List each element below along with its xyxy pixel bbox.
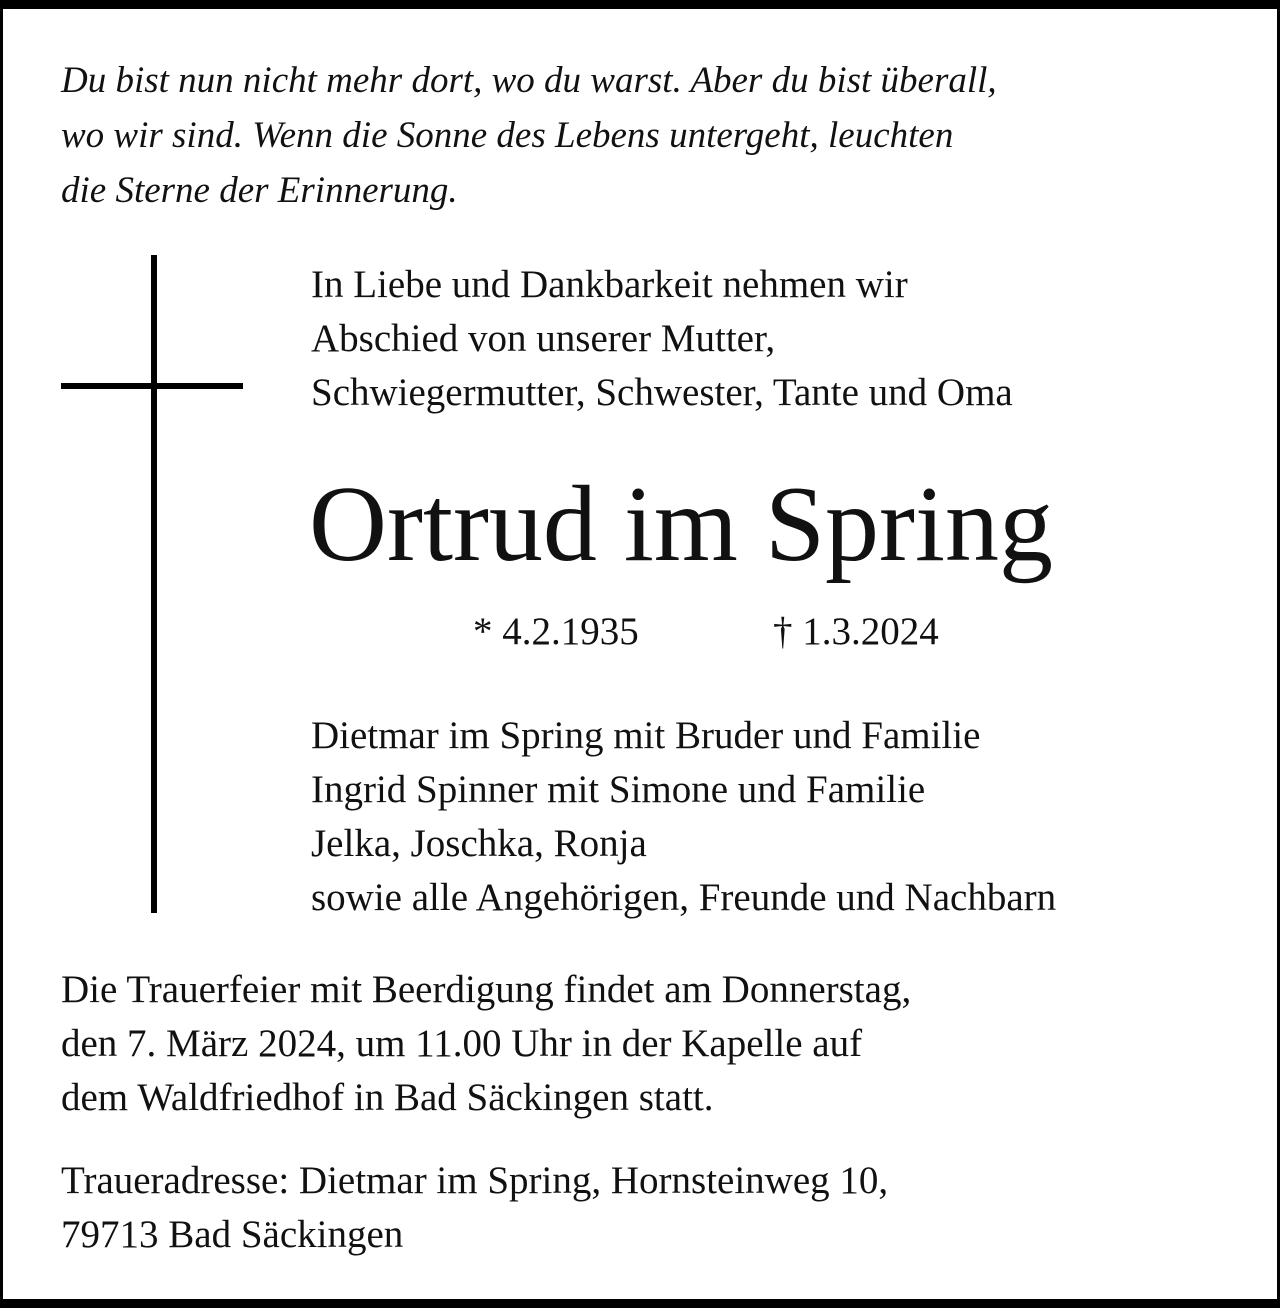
mourner-line: Dietmar im Spring mit Bruder und Familie [311,714,981,757]
intro-line: Schwiegermutter, Schwester, Tante und Oma [311,371,1013,414]
address-line: Traueradresse: Dietmar im Spring, Hornsteinweg 10, [61,1159,889,1202]
cross-icon-bar [61,383,243,389]
ceremony-line: Die Trauerfeier mit Beerdigung findet am Donnerstag, [61,968,912,1011]
mourner-line: Ingrid Spinner mit Simone und Familie [311,768,926,811]
ceremony-line: den 7. März 2024, um 11.00 Uhr in der Kapelle auf [61,1022,863,1065]
address-line: 79713 Bad Säckingen [61,1213,404,1256]
quote-line: die Sterne der Erinnerung. [61,170,458,211]
quote-line: wo wir sind. Wenn die Sonne des Lebens untergeht, leuchten [61,115,954,156]
intro-text [311,258,1013,420]
mourner-line: sowie alle Angehörigen, Freunde und Nachbarn [311,876,1057,919]
intro-line: In Liebe und Dankbarkeit nehmen wir [311,263,908,306]
mourner-line: Jelka, Joschka, Ronja [311,822,647,865]
quote-line: Du bist nun nicht mehr dort, wo du warst. Aber du bist überall, [61,60,997,101]
memorial-quote [61,53,1251,218]
intro-line: Abschied von unserer Mutter, [311,317,776,360]
ceremony-info [61,963,911,1125]
mourning-address [61,1154,888,1262]
death-date: † 1.3.2024 [773,610,939,653]
cross-icon [151,255,157,913]
deceased-name: Ortrud im Spring [309,465,1053,584]
birth-date: * 4.2.1935 [473,610,639,653]
mourners-list [311,709,1056,925]
ceremony-line: dem Waldfriedhof in Bad Säckingen statt. [61,1076,714,1119]
